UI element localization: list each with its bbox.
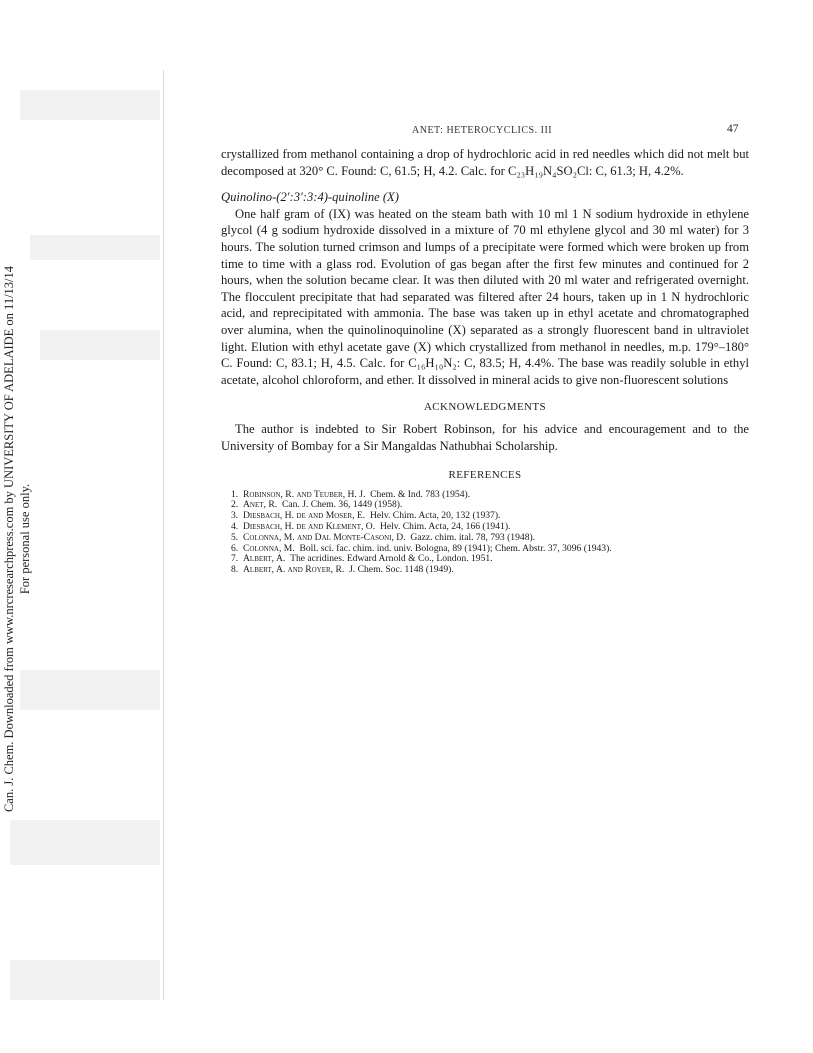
reference-item: 5. Colonna, M. and Dal Monte-Casoni, D. Gazz. chim. ital. 78, 793 (1948). (231, 531, 536, 543)
download-stamp-line1: Can. J. Chem. Downloaded from www.nrcresearchpress.com by UNIVERSITY OF ADELAIDE on 11/13/14 (2, 265, 16, 813)
compound-subheading: Quinolino-(2′:3′:3:4)-quinoline (X) (221, 190, 399, 205)
acknowledgments-heading: ACKNOWLEDGMENTS (423, 401, 547, 414)
reference-item: 7. Albert, A. The acridines. Edward Arnold & Co., London. 1951. (231, 553, 493, 565)
paragraph-procedure: One half gram of (IX) was heated on the steam bath with 10 ml 1 N sodium hydroxide in ethylene glycol (4 g sodium hydroxide dissolved in a mixture of 70 ml ethylene glycol and 30 ml water) for 3 hours. The solution turned crimson and lumps of a precipitate were formed which were broken up from time to time with a glass rod. Evolution of gas began after the first few minutes and continued for 2 hours, when the solution became clear. It was then diluted with 20 ml water and refrigerated overnight. The flocculent precipitate that had separated was filtered after 24 hours, taken up in 1 N hydrochloric acid, and reprecipitated with ammonia. The base was taken up in ethyl acetate and chromatographed over alumina, when the quinolinoquinoline (X) separated as a strongly fluorescent band in ultraviolet light. Elution with ethyl acetate gave (X) which crystallized from methanol in needles, m.p. 179°–180° C. Found: C, 83.1; H, 4.5. Calc. for C₁₆H₁₀N₂: C, 83.5; H, 4.4%. The base was readily soluble in ethyl acetate, alcohol chloroform, and ether. It dissolved in mineral acids to give non-fluorescent solutions (221, 206, 749, 387)
references-list (221, 490, 749, 576)
references-heading: REFERENCES (448, 469, 522, 482)
running-head: ANET: HETEROCYCLICS. III (412, 125, 553, 136)
download-stamp-line2: For personal use only. (18, 483, 32, 595)
paragraph-continuation: crystallized from methanol containing a drop of hydrochloric acid in red needles which did not melt but decomposed at 320° C. Found: C, 61.5; H, 4.2. Calc. for C₂₃H₁₉N₄SO₂Cl: C, 61.3; H, 4.2%. (221, 147, 749, 178)
scan-noise (10, 960, 160, 1000)
reference-item: 4. Diesbach, H. de and Klement, O. Helv. Chim. Acta, 24, 166 (1941). (231, 521, 511, 533)
scan-noise (20, 670, 160, 710)
page-number: 47 (727, 123, 739, 135)
reference-item: 6. Colonna, M. Boll. sci. fac. chim. ind. univ. Bologna, 89 (1941); Chem. Abstr. 37, 3096 (1943). (231, 542, 612, 554)
acknowledgments-text: The author is indebted to Sir Robert Robinson, for his advice and encouragement and to the University of Bombay for a Sir Mangaldas Nathubhai Scholarship. (221, 421, 749, 453)
binding-margin-line (163, 70, 164, 1000)
article-body (221, 146, 749, 576)
download-stamp (1, 139, 37, 939)
scan-noise (40, 330, 160, 360)
reference-item: 1. Robinson, R. and Teuber, H. J. Chem. & Ind. 783 (1954). (231, 488, 471, 500)
reference-item: 3. Diesbach, H. de and Moser, E. Helv. Chim. Acta, 20, 132 (1937). (231, 510, 501, 522)
scan-noise (30, 235, 160, 260)
reference-item: 8. Albert, A. and Royer, R. J. Chem. Soc. 1148 (1949). (231, 564, 454, 576)
scan-noise (20, 90, 160, 120)
reference-item: 2. Anet, R. Can. J. Chem. 36, 1449 (1958). (231, 499, 403, 511)
